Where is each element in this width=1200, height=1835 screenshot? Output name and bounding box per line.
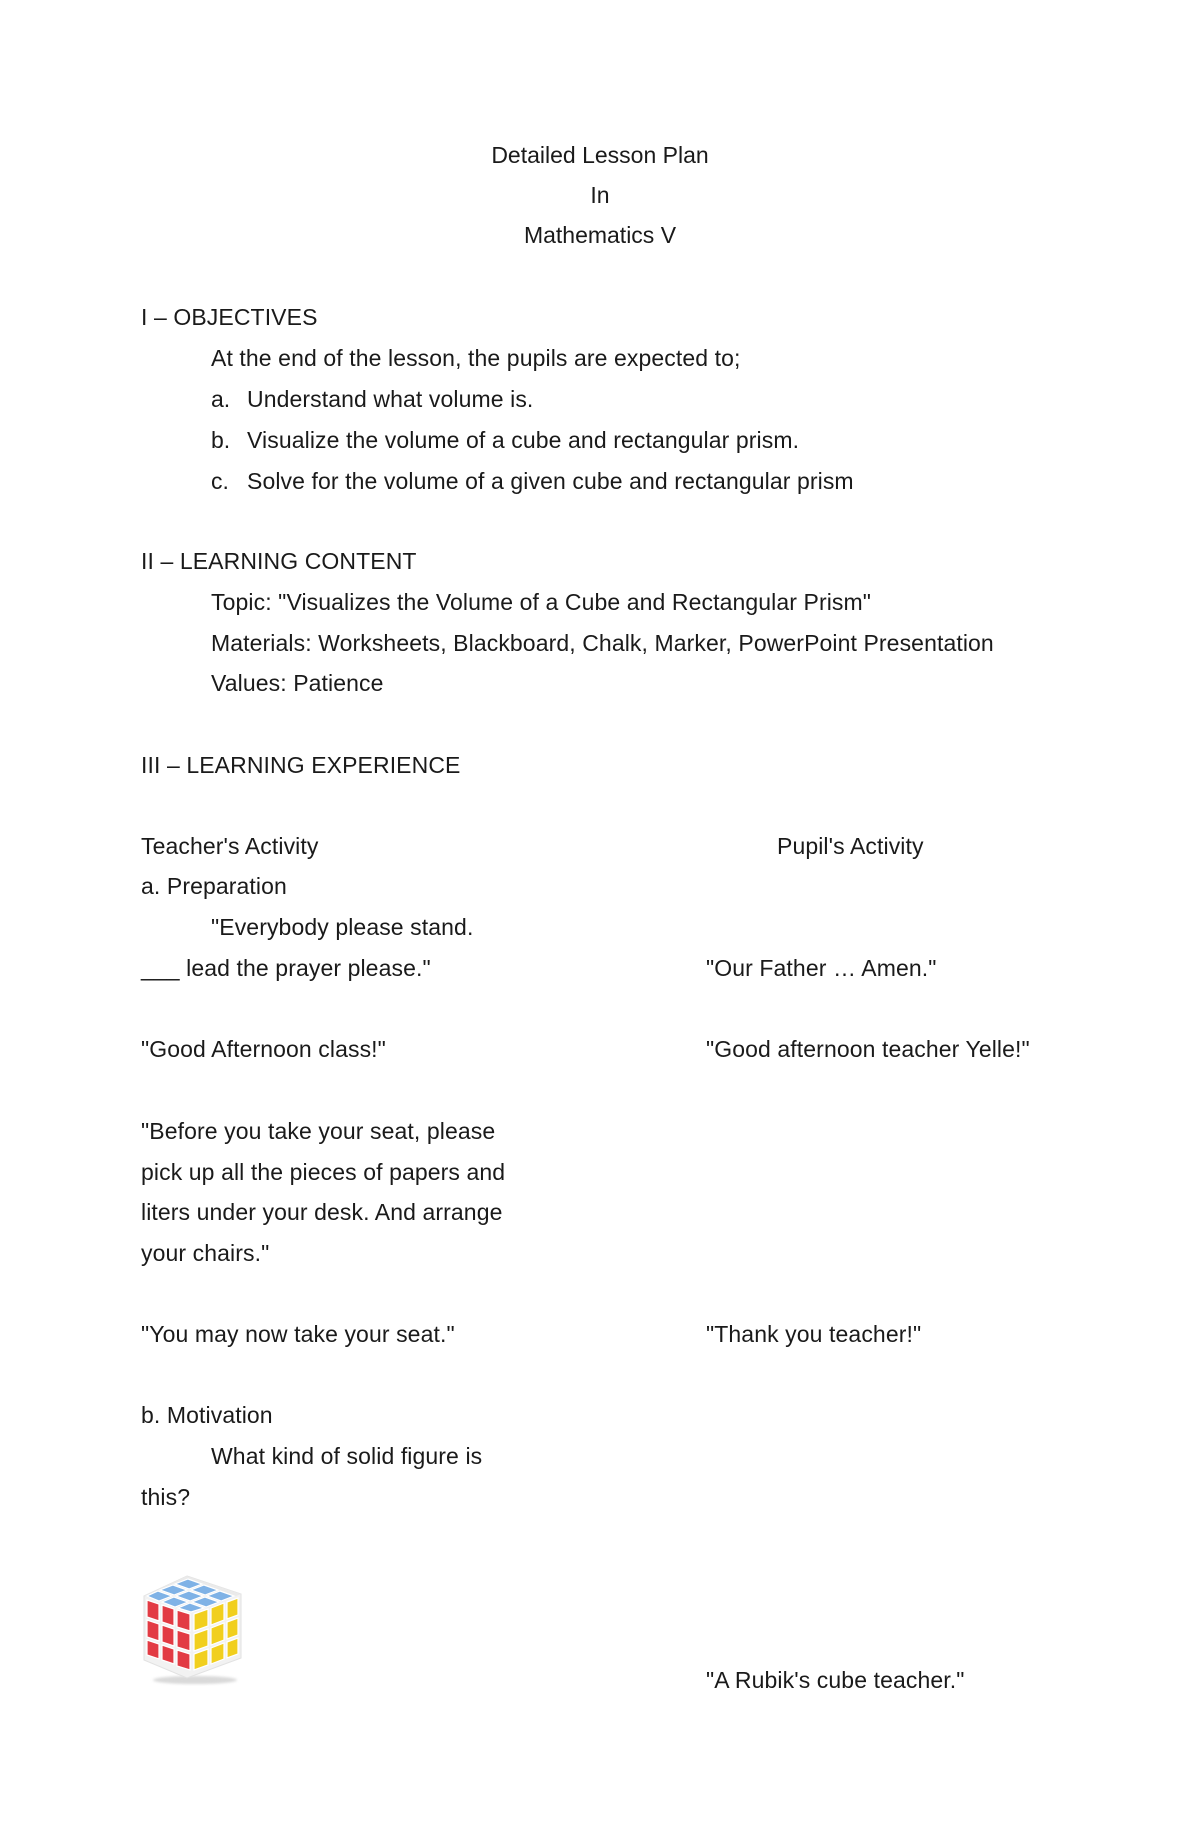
subject-title: Mathematics V: [523, 222, 677, 248]
teacher-instruction-line-3: liters under your desk. And arrange: [141, 1199, 503, 1225]
teacher-instruction-line-1: "Before you take your seat, please: [141, 1118, 496, 1144]
experience-heading: III – LEARNING EXPERIENCE: [141, 752, 461, 778]
content-values: Values: Patience: [211, 670, 384, 696]
objective-letter-a: a.: [211, 386, 231, 412]
pupil-prayer-response: "Our Father … Amen.": [706, 955, 937, 981]
pupil-thank-you: "Thank you teacher!": [706, 1321, 922, 1347]
objective-letter-b: b.: [211, 427, 231, 453]
teacher-activity-header: Teacher's Activity: [141, 833, 319, 859]
preparation-label: a. Preparation: [141, 873, 287, 899]
teacher-instruction-line-4: your chairs.": [141, 1240, 270, 1266]
pupil-activity-header: Pupil's Activity: [777, 833, 924, 859]
lesson-plan-title: Detailed Lesson Plan: [491, 142, 709, 168]
objective-letter-c: c.: [211, 468, 229, 494]
teacher-greeting: "Good Afternoon class!": [141, 1036, 386, 1062]
rubiks-cube-icon: [141, 1574, 247, 1686]
objectives-intro: At the end of the lesson, the pupils are expected to;: [211, 345, 741, 371]
title-in: In: [590, 182, 610, 208]
motivation-label: b. Motivation: [141, 1402, 273, 1428]
objectives-heading: I – OBJECTIVES: [141, 304, 318, 330]
content-heading: II – LEARNING CONTENT: [141, 548, 417, 574]
objective-item-c: Solve for the volume of a given cube and rectangular prism: [247, 468, 854, 494]
content-topic: Topic: "Visualizes the Volume of a Cube and Rectangular Prism": [211, 589, 872, 615]
motivation-question-line-1: What kind of solid figure is: [211, 1443, 483, 1469]
teacher-prayer-line: ___ lead the prayer please.": [141, 955, 431, 981]
pupil-rubiks-answer: "A Rubik's cube teacher.": [706, 1667, 965, 1693]
pupil-greeting-response: "Good afternoon teacher Yelle!": [706, 1036, 1030, 1062]
teacher-stand-line: "Everybody please stand.: [211, 914, 474, 940]
objective-item-b: Visualize the volume of a cube and rectangular prism.: [247, 427, 800, 453]
objective-item-a: Understand what volume is.: [247, 386, 534, 412]
content-materials: Materials: Worksheets, Blackboard, Chalk, Marker, PowerPoint Presentation: [211, 630, 994, 656]
teacher-instruction-line-2: pick up all the pieces of papers and: [141, 1159, 506, 1185]
teacher-take-seat: "You may now take your seat.": [141, 1321, 455, 1347]
motivation-question-line-2: this?: [141, 1484, 191, 1510]
